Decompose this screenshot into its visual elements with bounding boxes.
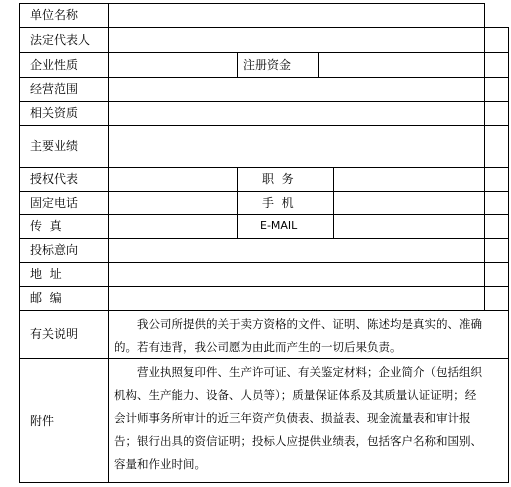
label-main-performance: 主要业绩	[30, 139, 79, 153]
contact-cell-divider	[237, 167, 238, 239]
label-legal-rep: 法定代表人	[30, 33, 91, 47]
label-address: 地 址	[30, 267, 62, 281]
row-divider	[19, 214, 509, 215]
contact-cell-divider	[333, 167, 334, 239]
declaration-text: 我公司所提供的关于卖方资格的文件、证明、陈述均是真实的、准确的。若有违背，我公司愿为由此而产生的一切后果负责。	[114, 317, 482, 354]
capital-cell-divider	[237, 52, 238, 78]
table-border-left	[19, 3, 20, 483]
label-attachment: 附件	[30, 414, 55, 428]
label-business-scope: 经营范围	[30, 82, 79, 96]
row-divider	[19, 27, 509, 28]
label-bid-intent: 投标意向	[30, 243, 79, 257]
label-declaration: 有关说明	[30, 327, 79, 341]
label-column-divider	[108, 3, 109, 483]
table-border-right	[508, 27, 509, 483]
row-divider	[19, 52, 509, 53]
attachment-text: 营业执照复印件、生产许可证、有关鉴定材料；企业简介（包括组织机构、生产能力、设备、人员等）；质量保证体系及其质量认证证明；经会计师事务所审计的近三年资产负债表、损益表、现金流量表和审计报告；银行出具的资信证明；投标人应提供业绩表，包括客户名称和国别、容量和作业时间。	[114, 365, 482, 471]
row-divider	[19, 238, 509, 239]
row-divider	[19, 262, 509, 263]
label-qualifications: 相关资质	[30, 106, 79, 120]
row-divider	[19, 3, 485, 4]
label-unit-name: 单位名称	[30, 8, 79, 22]
row-divider	[19, 191, 509, 192]
capital-cell-divider	[318, 52, 319, 78]
label-authorized-rep: 授权代表	[30, 172, 79, 186]
row-divider	[19, 101, 509, 102]
row-divider	[19, 482, 509, 483]
label-email: E-MAIL	[260, 219, 298, 232]
label-landline: 固定电话	[30, 196, 79, 210]
label-registered-capital: 注册资金	[243, 58, 292, 72]
label-enterprise-type: 企业性质	[30, 58, 79, 72]
row-divider	[19, 125, 509, 126]
label-postcode: 邮 编	[30, 291, 62, 305]
row-divider	[19, 310, 509, 311]
row-divider	[19, 286, 509, 287]
label-mobile: 手 机	[262, 196, 294, 210]
row-divider	[19, 167, 509, 168]
label-position: 职 务	[262, 172, 294, 186]
label-fax: 传 真	[30, 219, 62, 233]
value-column-divider	[484, 3, 485, 310]
row-divider	[19, 77, 509, 78]
